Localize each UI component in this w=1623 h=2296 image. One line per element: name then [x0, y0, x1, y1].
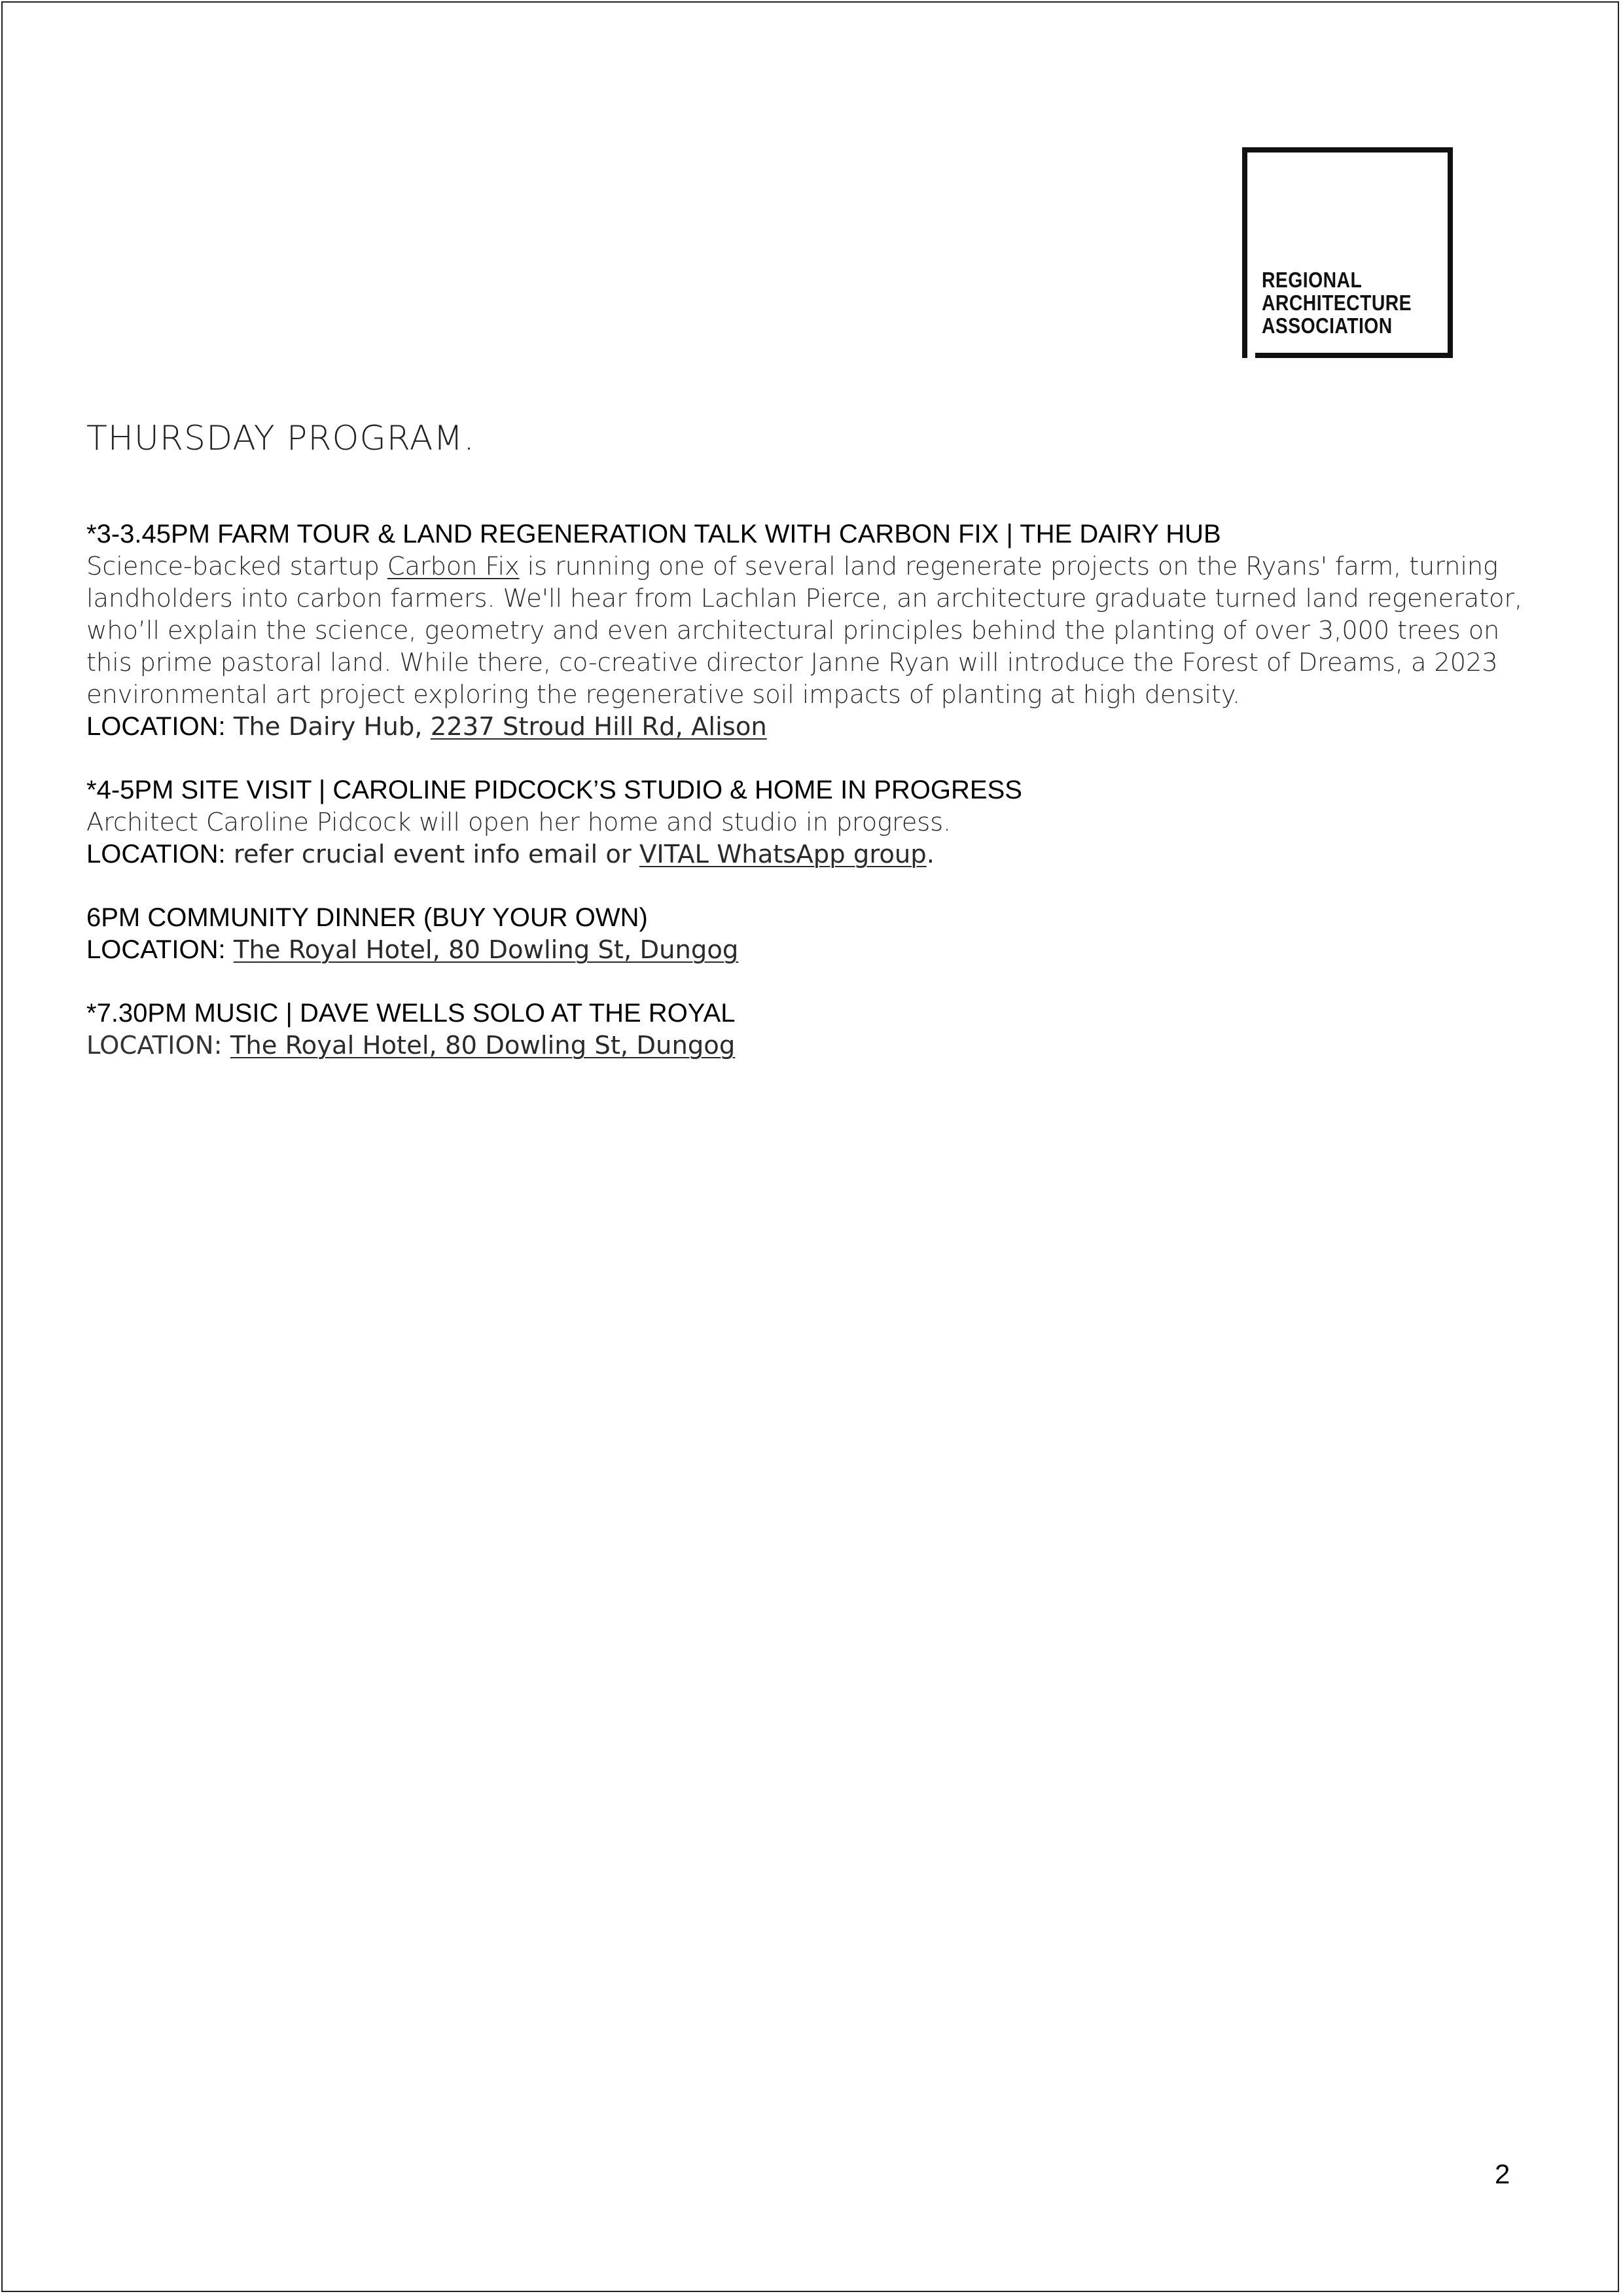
event-music [86, 997, 1539, 1062]
event-location [86, 934, 1539, 966]
page-number: 2 [1495, 2159, 1510, 2189]
logo-line: ASSOCIATION [1262, 314, 1393, 338]
location-text [223, 1031, 230, 1060]
logo-line: ARCHITECTURE [1262, 291, 1412, 315]
carbon-fix-link[interactable]: Carbon Fix [387, 552, 520, 581]
location-label: LOCATION: [86, 1031, 223, 1060]
event-location [86, 838, 1539, 870]
regional-architecture-association-logo [1242, 147, 1453, 358]
event-description [86, 550, 1539, 711]
location-label: LOCATION: [86, 935, 226, 964]
event-heading: *7.30PM MUSIC | DAVE WELLS SOLO AT THE ROYAL [86, 999, 736, 1028]
page-title: THURSDAY PROGRAM. [86, 419, 475, 458]
whatsapp-group-link[interactable]: VITAL WhatsApp group [639, 840, 927, 869]
program-content [86, 412, 1539, 1093]
logo-text [1262, 268, 1412, 337]
location-text [226, 935, 234, 965]
event-farm-tour [86, 518, 1539, 743]
location-text: . [926, 840, 935, 869]
location-text: refer crucial event info email or [225, 840, 639, 869]
location-text: The Dairy Hub, [225, 712, 431, 742]
body-text: is running one of several land regenerate projects on the Ryans' farm, turning landholders into carbon farmers. We'll hear from Lachlan Pierce, an architecture graduate turned land regenerator, who’ll explain the science, geometry and even architectural principles behind the planting of over 3,000 trees on this prime pastoral land. While there, co-creative director Janne Ryan will introduce the Forest of Dreams, a 2023 environmental art project exploring the regenerative soil impacts of planting at high density. [86, 552, 1523, 709]
logo-line: REGIONAL [1262, 268, 1363, 292]
event-description: Architect Caroline Pidcock will open her home and studio in progress. [86, 808, 951, 837]
location-label: LOCATION: [86, 712, 226, 741]
location-label: LOCATION: [86, 840, 226, 869]
event-heading: 6PM COMMUNITY DINNER (BUY YOUR OWN) [86, 903, 648, 932]
event-site-visit [86, 774, 1539, 870]
royal-hotel-address-link[interactable]: The Royal Hotel, 80 Dowling St, Dungog [233, 935, 739, 965]
event-community-dinner [86, 902, 1539, 966]
event-heading: *4-5PM SITE VISIT | CAROLINE PIDCOCK’S STUDIO & HOME IN PROGRESS [86, 776, 1022, 804]
event-location [86, 1030, 1539, 1062]
dairy-hub-address-link[interactable]: 2237 Stroud Hill Rd, Alison [430, 712, 767, 742]
body-text: Science-backed startup [86, 552, 387, 581]
royal-hotel-address-link[interactable]: The Royal Hotel, 80 Dowling St, Dungog [230, 1031, 736, 1060]
event-heading: *3-3.45PM FARM TOUR & LAND REGENERATION TALK WITH CARBON FIX | THE DAIRY HUB [86, 520, 1221, 548]
event-location [86, 711, 1539, 743]
